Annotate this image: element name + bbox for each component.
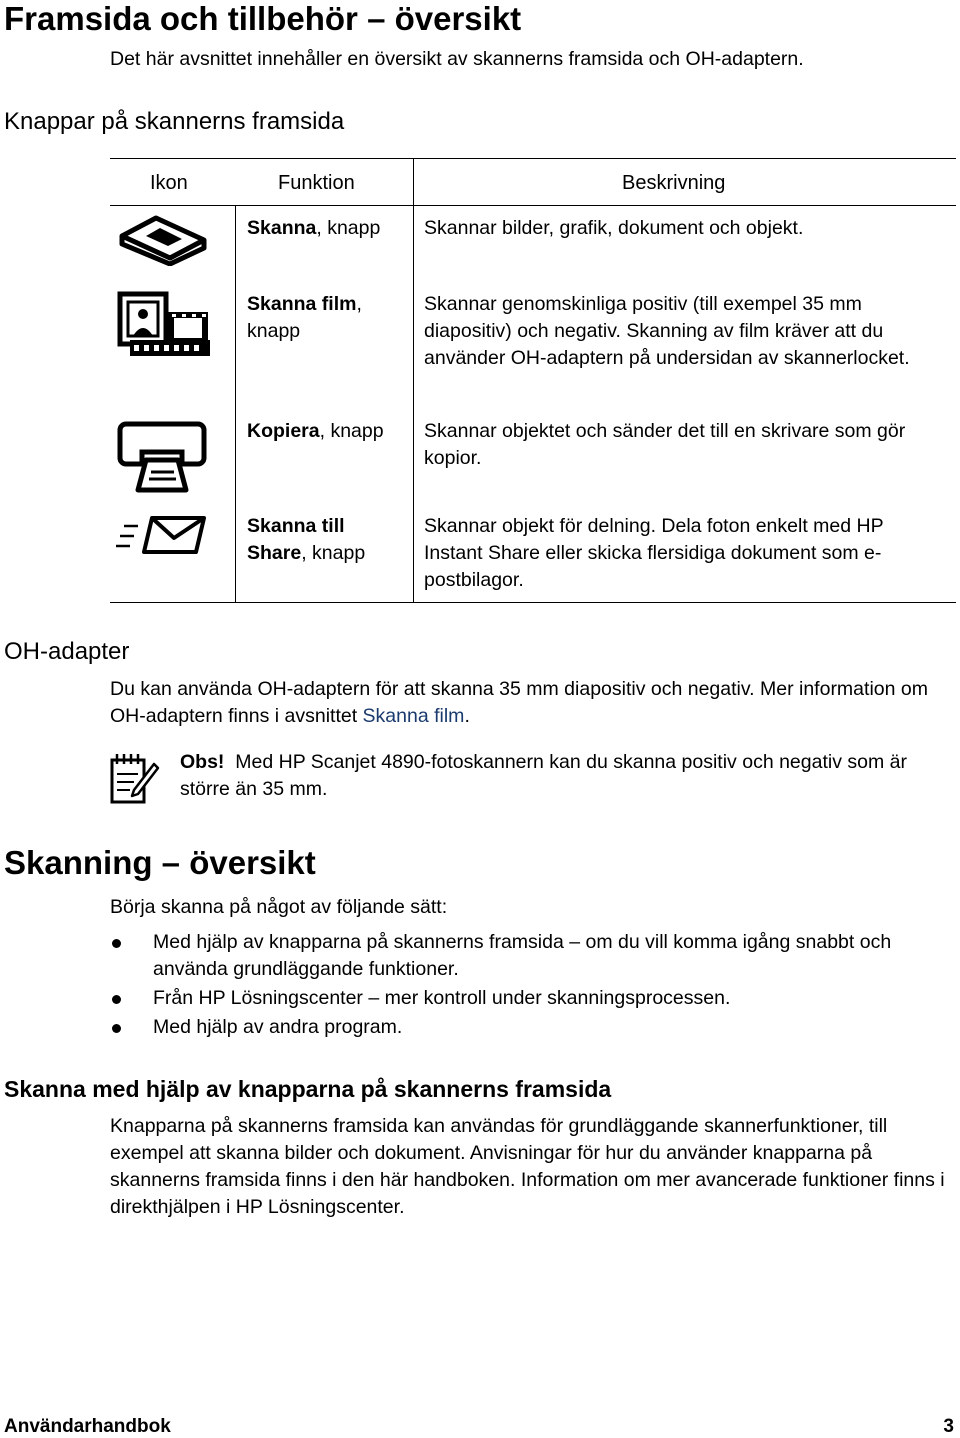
function-suffix: , knapp bbox=[319, 420, 384, 442]
note-icon bbox=[108, 752, 160, 806]
intro-text: Det här avsnittet innehåller en översikt av skannerns framsida och OH-adaptern. bbox=[110, 48, 804, 70]
function-suffix: , knapp bbox=[316, 217, 381, 239]
bullet-icon bbox=[112, 939, 121, 948]
scanning-title: Skanning – översikt bbox=[4, 844, 316, 881]
table-header-rule bbox=[110, 205, 956, 206]
table-divider-2 bbox=[413, 158, 414, 602]
front-buttons-heading: Skanna med hjälp av knapparna på skannerns framsida bbox=[4, 1076, 612, 1102]
list-item bbox=[110, 929, 955, 983]
copy-icon bbox=[116, 420, 208, 494]
list-item-text: Med hjälp av knapparna på skannerns framsida – om du vill komma igång snabbt och använda grundläggande funktioner. bbox=[153, 931, 892, 980]
table-top-rule bbox=[110, 158, 956, 159]
column-header-function: Funktion bbox=[278, 172, 355, 194]
share-icon bbox=[116, 514, 208, 556]
scanning-list bbox=[110, 929, 955, 1043]
table-divider-1 bbox=[235, 205, 236, 602]
function-name: Kopiera bbox=[247, 420, 320, 442]
list-item-text: Från HP Lösningscenter – mer kontroll under skanningsprocessen. bbox=[153, 987, 731, 1009]
column-header-icon: Ikon bbox=[150, 172, 188, 194]
note-text bbox=[180, 749, 950, 803]
function-name: Skanna bbox=[247, 217, 317, 239]
function-name: Skanna till Share bbox=[247, 515, 345, 564]
bullet-icon bbox=[112, 995, 121, 1004]
function-name: Skanna film bbox=[247, 293, 357, 315]
oh-adapter-text-main: Du kan använda OH-adaptern för att skanna 35 mm diapositiv och negativ. Mer information om OH-adaptern finns i avsnittet bbox=[110, 678, 928, 727]
oh-adapter-text-end: . bbox=[464, 705, 470, 727]
page-title: Framsida och tillbehör – översikt bbox=[4, 0, 522, 37]
table-bottom-rule bbox=[110, 602, 956, 603]
scan-icon bbox=[116, 214, 208, 266]
scan-film-link[interactable]: Skanna film bbox=[362, 705, 465, 727]
description-cell: Skannar objektet och sänder det till en skrivare som gör kopior. bbox=[424, 420, 906, 469]
page-number: 3 bbox=[943, 1416, 954, 1437]
description-cell: Skannar bilder, grafik, dokument och objekt. bbox=[424, 217, 804, 239]
scan-film-icon bbox=[116, 290, 212, 360]
front-buttons-text: Knapparna på skannerns framsida kan användas för grundläggande skannerfunktioner, till exempel att skanna bilder och dokument. Anvisningar för hur du använder knapparna på skannerns framsida finns i den här handboken. Information om mer avancerade funktioner finns i direkthjälpen i HP Lösningscenter. bbox=[110, 1115, 945, 1218]
list-item bbox=[110, 1014, 955, 1041]
function-suffix: , knapp bbox=[247, 293, 362, 342]
bullet-icon bbox=[112, 1024, 121, 1033]
function-cell bbox=[247, 291, 407, 345]
function-cell bbox=[247, 215, 380, 242]
column-header-description: Beskrivning bbox=[622, 172, 726, 194]
scanning-intro: Börja skanna på något av följande sätt: bbox=[110, 896, 448, 918]
function-suffix: , knapp bbox=[301, 542, 366, 564]
note-label: Obs! bbox=[180, 751, 225, 773]
function-cell bbox=[247, 418, 384, 445]
oh-adapter-text bbox=[110, 676, 930, 730]
oh-adapter-heading: OH-adapter bbox=[4, 638, 130, 665]
footer-manual-name: Användarhandbok bbox=[4, 1416, 171, 1437]
buttons-section-heading: Knappar på skannerns framsida bbox=[4, 108, 345, 135]
list-item-text: Med hjälp av andra program. bbox=[153, 1016, 403, 1038]
description-cell: Skannar genomskinliga positiv (till exempel 35 mm diapositiv) och negativ. Skanning av film kräver att du använder OH-adaptern på undersidan av skannerlocket. bbox=[424, 293, 910, 369]
note-body: Med HP Scanjet 4890-fotoskannern kan du skanna positiv och negativ som är större än 35 mm. bbox=[180, 751, 907, 800]
description-cell: Skannar objekt för delning. Dela foton enkelt med HP Instant Share eller skicka flersidiga dokument som e-postbilagor. bbox=[424, 515, 884, 591]
list-item bbox=[110, 985, 955, 1012]
function-cell bbox=[247, 513, 407, 567]
